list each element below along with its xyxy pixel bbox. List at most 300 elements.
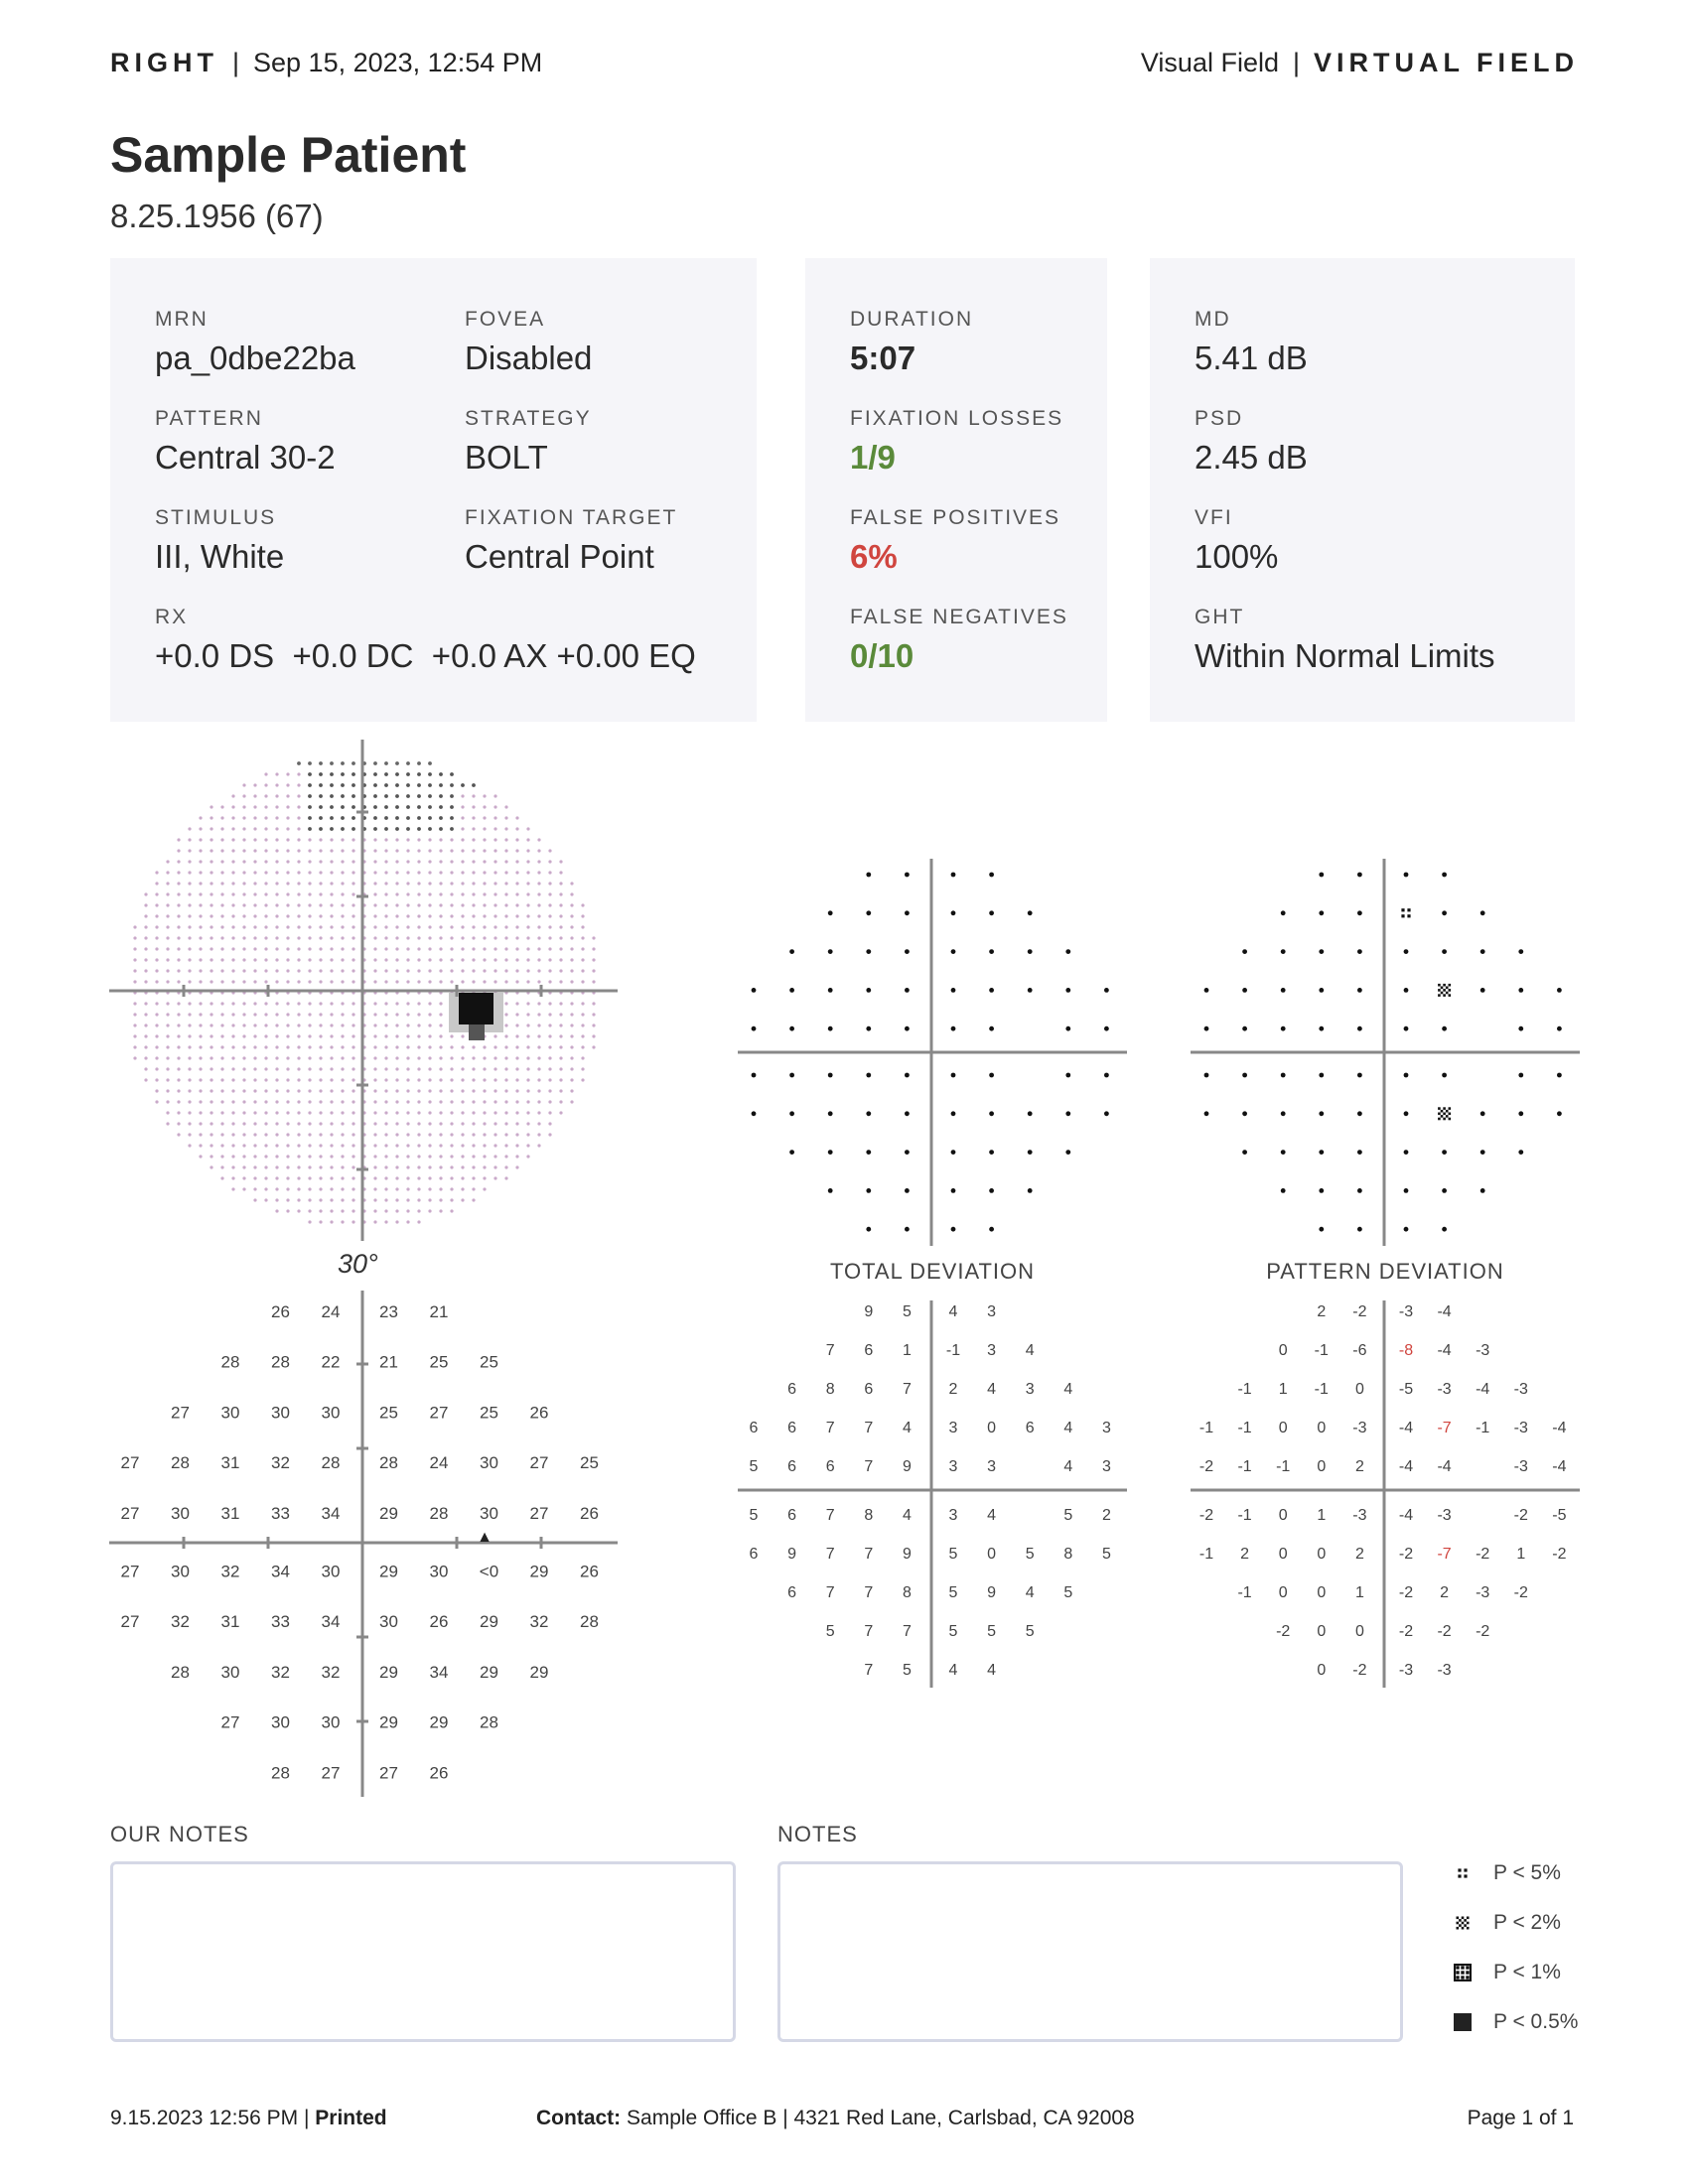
grayscale-cell <box>275 1133 278 1136</box>
psd-field: PSD 2.45 dB <box>1195 407 1308 476</box>
probability-symbol <box>1065 1026 1070 1031</box>
grayscale-cell <box>210 1045 212 1048</box>
grayscale-cell <box>352 838 354 841</box>
grayscale-cell <box>428 892 431 895</box>
grayscale-cell <box>373 1034 376 1037</box>
grayscale-cell <box>330 1198 333 1201</box>
grayscale-cell <box>493 1176 496 1179</box>
probability-symbol <box>1028 1150 1033 1155</box>
grayscale-cell <box>483 969 486 972</box>
deviation-value: -1 <box>1276 1458 1291 1475</box>
grayscale-cell <box>133 947 136 950</box>
grayscale-cell <box>450 827 454 831</box>
deviation-value: -2 <box>1198 1458 1214 1475</box>
grayscale-cell <box>395 1089 398 1092</box>
grayscale-cell <box>242 1122 245 1125</box>
grayscale-cell <box>231 1176 234 1179</box>
grayscale-cell <box>472 1111 475 1114</box>
grayscale-cell <box>155 980 158 983</box>
probability-symbol <box>905 1073 910 1078</box>
grayscale-cell <box>319 1187 322 1190</box>
grayscale-cell <box>439 936 442 939</box>
grayscale-cell <box>199 958 202 961</box>
contact-text: Sample Office B | 4321 Red Lane, Carlsbad, CA 92008 <box>627 2107 1135 2129</box>
grayscale-cell <box>231 1155 234 1158</box>
grayscale-cell <box>210 947 212 950</box>
probability-symbol <box>1357 988 1362 993</box>
grayscale-cell <box>526 892 529 895</box>
probability-symbol <box>905 873 910 878</box>
probability-symbol <box>828 1111 833 1116</box>
grayscale-cell <box>264 1187 267 1190</box>
grayscale-cell <box>253 860 256 863</box>
grayscale-cell <box>428 958 431 961</box>
grayscale-cell <box>526 1024 529 1026</box>
sensitivity-value: 22 <box>321 1352 341 1372</box>
grayscale-cell <box>483 1100 486 1103</box>
grayscale-cell <box>406 1133 409 1136</box>
grayscale-cell <box>297 947 300 950</box>
grayscale-cell <box>330 1176 333 1179</box>
grayscale-cell <box>264 914 267 917</box>
grayscale-cell <box>406 1176 409 1179</box>
grayscale-cell <box>493 903 496 906</box>
probability-symbol <box>828 949 833 954</box>
deviation-value: 8 <box>1063 1546 1073 1563</box>
grayscale-cell <box>210 1100 212 1103</box>
grayscale-cell <box>275 1155 278 1158</box>
grayscale-cell <box>308 882 311 885</box>
grayscale-cell <box>493 958 496 961</box>
grayscale-cell <box>330 936 333 939</box>
grayscale-cell <box>341 1111 344 1114</box>
grayscale-cell <box>352 1024 354 1026</box>
grayscale-cell <box>319 1067 322 1070</box>
deviation-value: 7 <box>825 1584 835 1601</box>
grayscale-cell <box>177 914 180 917</box>
grayscale-cell <box>155 947 158 950</box>
grayscale-cell <box>373 783 377 787</box>
sensitivity-value: 29 <box>379 1662 398 1682</box>
probability-symbol <box>1357 1026 1362 1031</box>
deviation-value: -3 <box>1352 1420 1367 1436</box>
grayscale-cell <box>308 1198 311 1201</box>
probability-symbol <box>1518 1111 1523 1116</box>
probability-symbol <box>1104 988 1109 993</box>
grayscale-cell <box>417 1024 420 1026</box>
grayscale-cell <box>297 1111 300 1114</box>
vfi-value: 100% <box>1195 538 1279 575</box>
grayscale-cell <box>570 882 573 885</box>
grayscale-cell <box>537 980 540 983</box>
deviation-value: -2 <box>1398 1584 1414 1601</box>
grayscale-cell <box>450 860 453 863</box>
grayscale-cell <box>275 827 278 830</box>
probability-symbol <box>1357 949 1362 954</box>
grayscale-cell <box>188 1111 191 1114</box>
grayscale-cell <box>275 947 278 950</box>
deviation-value: 5 <box>1063 1507 1073 1524</box>
sensitivity-map <box>99 1291 635 1807</box>
sensitivity-value: 21 <box>379 1352 398 1372</box>
grayscale-cell <box>417 1122 420 1125</box>
grayscale-cell <box>210 849 212 852</box>
deviation-value: 5 <box>1101 1546 1111 1563</box>
grayscale-cell <box>439 1013 442 1016</box>
probability-symbol <box>789 1026 794 1031</box>
grayscale-cell <box>308 1111 311 1114</box>
grayscale-cell <box>319 849 322 852</box>
deviation-value: -3 <box>1437 1381 1452 1398</box>
grayscale-cell <box>384 827 388 831</box>
grayscale-cell <box>384 914 387 917</box>
grayscale-cell <box>417 761 421 765</box>
grayscale-cell <box>559 882 562 885</box>
grayscale-cell <box>253 969 256 972</box>
grayscale-cell <box>439 1002 442 1005</box>
grayscale-cell <box>341 1187 344 1190</box>
sensitivity-value: 30 <box>271 1403 290 1423</box>
grayscale-cell <box>330 925 333 928</box>
probability-symbol <box>866 1188 871 1193</box>
grayscale-cell <box>253 936 256 939</box>
sensitivity-value: 31 <box>220 1453 240 1473</box>
grayscale-cell <box>341 1220 344 1223</box>
probability-symbol <box>1518 1150 1523 1155</box>
grayscale-cell <box>384 1165 387 1168</box>
grayscale-cell <box>450 1056 453 1059</box>
grayscale-cell <box>537 1067 540 1070</box>
grayscale-cell <box>275 892 278 895</box>
grayscale-cell <box>210 1144 212 1147</box>
grayscale-cell <box>264 882 267 885</box>
sensitivity-value: 34 <box>321 1503 341 1523</box>
grayscale-cell <box>330 1209 333 1212</box>
grayscale-cell <box>493 1089 496 1092</box>
grayscale-cell <box>319 947 322 950</box>
grayscale-cell <box>155 1089 158 1092</box>
grayscale-cell <box>352 1209 354 1212</box>
grayscale-cell <box>581 1013 584 1016</box>
probability-symbol <box>1404 1227 1409 1232</box>
deviation-value: 8 <box>902 1584 912 1601</box>
grayscale-cell <box>253 1133 256 1136</box>
grayscale-cell <box>439 1100 442 1103</box>
grayscale-cell <box>144 969 147 972</box>
grayscale-cell <box>308 1078 311 1081</box>
probability-symbol <box>866 1026 871 1031</box>
grayscale-cell <box>155 1045 158 1048</box>
grayscale-cell <box>417 1078 420 1081</box>
grayscale-cell <box>199 969 202 972</box>
grayscale-cell <box>242 1078 245 1081</box>
grayscale-cell <box>439 969 442 972</box>
deviation-value: 7 <box>864 1623 874 1640</box>
grayscale-cell <box>417 914 420 917</box>
grayscale-cell <box>472 783 476 787</box>
grayscale-cell <box>395 783 399 787</box>
grayscale-cell <box>439 838 442 841</box>
grayscale-cell <box>483 882 486 885</box>
deviation-value: 6 <box>787 1381 797 1398</box>
grayscale-cell <box>472 980 475 983</box>
grayscale-cell <box>330 871 333 874</box>
grayscale-cell <box>439 1024 442 1026</box>
grayscale-cell <box>210 1013 212 1016</box>
notes-box[interactable] <box>777 1861 1403 2042</box>
grayscale-cell <box>504 969 507 972</box>
grayscale-cell <box>483 838 486 841</box>
grayscale-cell <box>417 1056 420 1059</box>
grayscale-cell <box>253 1155 256 1158</box>
grayscale-cell <box>286 1187 289 1190</box>
deviation-value: -3 <box>1513 1381 1528 1398</box>
grayscale-cell <box>253 838 256 841</box>
grayscale-cell <box>286 838 289 841</box>
grayscale-cell <box>352 925 354 928</box>
grayscale-cell <box>220 1144 223 1147</box>
grayscale-cell <box>417 805 421 809</box>
grayscale-cell <box>155 1056 158 1059</box>
grayscale-cell <box>319 783 323 787</box>
deviation-value: 4 <box>948 1662 958 1679</box>
sensitivity-value: 30 <box>220 1403 240 1423</box>
grayscale-cell <box>242 882 245 885</box>
grayscale-cell <box>461 980 464 983</box>
grayscale-cell <box>450 1100 453 1103</box>
grayscale-cell <box>439 1056 442 1059</box>
deviation-value: 4 <box>902 1507 912 1524</box>
grayscale-cell <box>450 914 453 917</box>
probability-symbol <box>1442 1227 1447 1232</box>
deviation-value: 7 <box>864 1662 874 1679</box>
grayscale-cell <box>297 1045 300 1048</box>
grayscale-cell <box>493 925 496 928</box>
grayscale-cell <box>373 1078 376 1081</box>
grayscale-cell <box>384 1089 387 1092</box>
grayscale-cell <box>450 1133 453 1136</box>
probability-symbol <box>1319 1026 1324 1031</box>
grayscale-cell <box>144 914 147 917</box>
grayscale-cell <box>515 871 518 874</box>
grayscale-cell <box>231 1024 234 1026</box>
grayscale-cell <box>526 1002 529 1005</box>
deviation-value: -2 <box>1513 1507 1528 1524</box>
grayscale-cell <box>472 903 475 906</box>
grayscale-cell <box>275 1176 278 1179</box>
grayscale-cell <box>504 805 507 808</box>
deviation-value: 3 <box>948 1507 958 1524</box>
grayscale-cell <box>352 816 355 820</box>
grayscale-cell <box>417 838 420 841</box>
grayscale-cell <box>450 903 453 906</box>
grayscale-cell <box>537 882 540 885</box>
grayscale-cell <box>461 1034 464 1037</box>
grayscale-cell <box>297 1144 300 1147</box>
grayscale-cell <box>319 882 322 885</box>
grayscale-cell <box>472 860 475 863</box>
grayscale-cell <box>559 936 562 939</box>
grayscale-cell <box>439 1209 442 1212</box>
legend-swatch <box>1457 1917 1470 1930</box>
grayscale-cell <box>384 925 387 928</box>
grayscale-cell <box>231 1111 234 1114</box>
fovea-value: Disabled <box>465 340 593 376</box>
grayscale-cell <box>253 1100 256 1103</box>
grayscale-cell <box>384 1187 387 1190</box>
deviation-value: 4 <box>1063 1381 1073 1398</box>
grayscale-cell <box>450 1209 453 1212</box>
grayscale-cell <box>461 1100 464 1103</box>
deviation-value: 7 <box>825 1420 835 1436</box>
grayscale-cell <box>177 925 180 928</box>
grayscale-cell <box>308 903 311 906</box>
grayscale-cell <box>210 1122 212 1125</box>
grayscale-cell <box>133 936 136 939</box>
grayscale-cell <box>395 892 398 895</box>
grayscale-cell <box>231 1013 234 1016</box>
sensitivity-value: 31 <box>220 1503 240 1523</box>
grayscale-cell <box>450 1176 453 1179</box>
grayscale-cell <box>330 1144 333 1147</box>
grayscale-cell <box>308 871 311 874</box>
grayscale-cell <box>319 772 323 776</box>
grayscale-cell <box>373 1209 376 1212</box>
probability-symbol <box>1404 1073 1409 1078</box>
grayscale-cell <box>417 925 420 928</box>
grayscale-cell <box>483 1165 486 1168</box>
deviation-value: 4 <box>987 1507 997 1524</box>
grayscale-cell <box>297 1187 300 1190</box>
grayscale-cell <box>155 914 158 917</box>
grayscale-cell <box>406 1013 409 1016</box>
grayscale-cell <box>592 1034 595 1037</box>
grayscale-cell <box>220 1067 223 1070</box>
grayscale-cell <box>308 838 311 841</box>
grayscale-cell <box>177 1078 180 1081</box>
grayscale-cell <box>537 925 540 928</box>
grayscale-cell <box>341 1067 344 1070</box>
grayscale-cell <box>352 1056 354 1059</box>
grayscale-cell <box>428 925 431 928</box>
grayscale-cell <box>286 816 289 819</box>
p05-symbol-icon <box>1452 2011 1474 2033</box>
grayscale-cell <box>319 1155 322 1158</box>
grayscale-cell <box>373 980 376 983</box>
grayscale-cell <box>341 761 345 765</box>
probability-symbol <box>789 988 794 993</box>
grayscale-cell <box>537 903 540 906</box>
grayscale-cell <box>406 936 409 939</box>
probability-symbol <box>1357 1227 1362 1232</box>
grayscale-cell <box>406 969 409 972</box>
pattern-value: Central 30-2 <box>155 439 336 476</box>
grayscale-cell <box>308 925 311 928</box>
deviation-value: 9 <box>902 1458 912 1475</box>
grayscale-cell <box>220 871 223 874</box>
grayscale-cell <box>297 1034 300 1037</box>
grayscale-cell <box>472 849 475 852</box>
grayscale-cell <box>308 772 312 776</box>
grayscale-cell <box>341 1078 344 1081</box>
grayscale-cell <box>515 827 518 830</box>
probability-symbol <box>989 873 994 878</box>
grayscale-cell <box>242 1187 245 1190</box>
grayscale-cell <box>144 892 147 895</box>
grayscale-cell <box>319 1198 322 1201</box>
grayscale-cell <box>504 1034 507 1037</box>
grayscale-cell <box>559 860 562 863</box>
our-notes-box[interactable] <box>110 1861 736 2042</box>
grayscale-cell <box>450 1122 453 1125</box>
grayscale-cell <box>341 816 345 820</box>
grayscale-cell <box>395 827 399 831</box>
probability-symbol <box>1404 1111 1409 1116</box>
grayscale-cell <box>483 1056 486 1059</box>
grayscale-cell <box>373 1165 376 1168</box>
grayscale-cell <box>450 1155 453 1158</box>
grayscale-cell <box>373 1220 376 1223</box>
grayscale-cell <box>144 925 147 928</box>
grayscale-cell <box>308 1089 311 1092</box>
grayscale-cell <box>199 980 202 983</box>
probability-symbol <box>1518 1073 1523 1078</box>
grayscale-cell <box>472 1056 475 1059</box>
deviation-value: 5 <box>948 1623 958 1640</box>
grayscale-cell <box>297 1100 300 1103</box>
probability-symbol <box>1357 1188 1362 1193</box>
grayscale-cell <box>188 860 191 863</box>
grayscale-cell <box>493 980 496 983</box>
grayscale-cell <box>177 980 180 983</box>
grayscale-cell <box>275 980 278 983</box>
probability-symbol <box>905 1111 910 1116</box>
deviation-value: 7 <box>902 1381 912 1398</box>
grayscale-cell <box>537 1100 540 1103</box>
probability-symbol <box>1557 1026 1562 1031</box>
grayscale-cell <box>242 936 245 939</box>
grayscale-cell <box>493 1144 496 1147</box>
grayscale-cell <box>297 827 300 830</box>
grayscale-cell <box>199 827 202 830</box>
sensitivity-value: 26 <box>529 1403 549 1423</box>
grayscale-cell <box>308 1024 311 1026</box>
grayscale-cell <box>264 772 267 775</box>
grayscale-cell <box>406 1078 409 1081</box>
deviation-value: -4 <box>1476 1381 1490 1398</box>
grayscale-cell <box>504 1100 507 1103</box>
grayscale-cell <box>188 1034 191 1037</box>
grayscale-cell <box>373 1045 376 1048</box>
grayscale-cell <box>504 827 507 830</box>
grayscale-cell <box>308 1100 311 1103</box>
grayscale-cell <box>417 980 420 983</box>
grayscale-cell <box>231 816 234 819</box>
pattern-deviation-values-map <box>1191 1291 1583 1698</box>
grayscale-cell <box>144 947 147 950</box>
grayscale-cell <box>428 1155 431 1158</box>
grayscale-cell <box>461 1056 464 1059</box>
grayscale-cell <box>253 1187 256 1190</box>
deviation-value: -8 <box>1398 1342 1414 1359</box>
grayscale-cell <box>439 1176 442 1179</box>
grayscale-cell <box>417 1176 420 1179</box>
grayscale-cell <box>406 772 410 776</box>
grayscale-cell <box>231 838 234 841</box>
sensitivity-value: 26 <box>580 1562 599 1581</box>
report-header-right: Visual Field | VIRTUAL FIELD <box>1140 48 1579 77</box>
deviation-value: -3 <box>1476 1584 1490 1601</box>
